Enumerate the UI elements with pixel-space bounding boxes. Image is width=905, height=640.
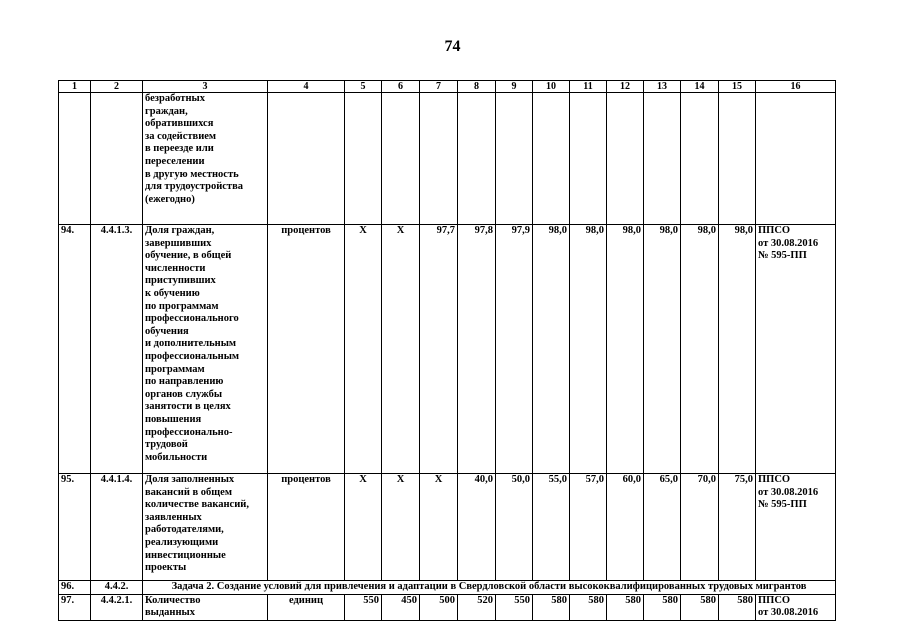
value-cell: [719, 93, 756, 225]
row-number-cell: 97.: [59, 594, 91, 620]
value-cell: 98,0: [533, 225, 570, 474]
source-cell: ППСО от 30.08.2016 № 595-ПП: [756, 474, 836, 581]
value-cell: 57,0: [570, 474, 607, 581]
value-cell: 580: [644, 594, 681, 620]
value-cell: 75,0: [719, 474, 756, 581]
column-header: 9: [496, 81, 533, 93]
value-cell: 580: [607, 594, 644, 620]
value-cell: X: [345, 225, 382, 474]
column-header: 2: [91, 81, 143, 93]
value-cell: 50,0: [496, 474, 533, 581]
column-header: 10: [533, 81, 570, 93]
value-cell: 97,8: [458, 225, 496, 474]
column-header: 6: [382, 81, 420, 93]
column-header: 12: [607, 81, 644, 93]
column-header: 7: [420, 81, 458, 93]
value-cell: 550: [345, 594, 382, 620]
value-cell: 40,0: [458, 474, 496, 581]
source-cell: ППСО от 30.08.2016 № 595-ПП: [756, 225, 836, 474]
value-cell: 97,7: [420, 225, 458, 474]
column-header: 13: [644, 81, 681, 93]
value-cell: 65,0: [644, 474, 681, 581]
source-cell: ППСО от 30.08.2016: [756, 594, 836, 620]
indicator-name-cell: Доля граждан, завершивших обучение, в общей численности приступивших к обучению по программам профессионального обучения и дополнительным профессиональным программам по направлению органов службы занятости в целях повышения профессионально- трудовой мобильности: [143, 225, 268, 474]
value-cell: [570, 93, 607, 225]
unit-cell: [268, 93, 345, 225]
value-cell: X: [382, 225, 420, 474]
column-header: 5: [345, 81, 382, 93]
row-number-cell: 95.: [59, 474, 91, 581]
value-cell: 98,0: [644, 225, 681, 474]
value-cell: 97,9: [496, 225, 533, 474]
page-number: 74: [444, 38, 461, 55]
source-cell: [756, 93, 836, 225]
value-cell: [681, 93, 719, 225]
value-cell: X: [345, 474, 382, 581]
column-header: 1: [59, 81, 91, 93]
column-header: 4: [268, 81, 345, 93]
row-code-cell: [91, 93, 143, 225]
indicator-name-cell: Количество выданных: [143, 594, 268, 620]
value-cell: 450: [382, 594, 420, 620]
table-header-row: [59, 81, 836, 93]
task-heading-cell: Задача 2. Создание условий для привлечения и адаптации в Свердловской области высококвалифицированных трудовых мигрантов: [143, 581, 836, 595]
value-cell: 580: [570, 594, 607, 620]
row-code-cell: 4.4.2.: [91, 581, 143, 595]
row-code-cell: 4.4.1.3.: [91, 225, 143, 474]
column-header: 3: [143, 81, 268, 93]
value-cell: 55,0: [533, 474, 570, 581]
row-code-cell: 4.4.1.4.: [91, 474, 143, 581]
value-cell: 70,0: [681, 474, 719, 581]
column-header: 8: [458, 81, 496, 93]
row-code-cell: 4.4.2.1.: [91, 594, 143, 620]
column-header: 15: [719, 81, 756, 93]
value-cell: X: [382, 474, 420, 581]
unit-cell: единиц: [268, 594, 345, 620]
value-cell: 98,0: [570, 225, 607, 474]
table-row: [59, 225, 836, 474]
table-row: [59, 594, 836, 620]
value-cell: 98,0: [607, 225, 644, 474]
value-cell: 550: [496, 594, 533, 620]
value-cell: 98,0: [681, 225, 719, 474]
unit-cell: процентов: [268, 225, 345, 474]
value-cell: [420, 93, 458, 225]
value-cell: [607, 93, 644, 225]
indicator-name-cell: безработных граждан, обратившихся за содействием в переезде или переселении в другую местность для трудоустройства (ежегодно): [143, 93, 268, 225]
value-cell: 580: [719, 594, 756, 620]
column-header: 16: [756, 81, 836, 93]
value-cell: 580: [533, 594, 570, 620]
value-cell: 60,0: [607, 474, 644, 581]
row-number-cell: 94.: [59, 225, 91, 474]
indicator-name-cell: Доля заполненных вакансий в общем количестве вакансий, заявленных работодателями, реализующими инвестиционные проекты: [143, 474, 268, 581]
column-header: 11: [570, 81, 607, 93]
value-cell: 580: [681, 594, 719, 620]
value-cell: 98,0: [719, 225, 756, 474]
row-number-cell: [59, 93, 91, 225]
indicators-table: [58, 80, 836, 621]
value-cell: [496, 93, 533, 225]
row-number-cell: 96.: [59, 581, 91, 595]
value-cell: [644, 93, 681, 225]
value-cell: [458, 93, 496, 225]
table-row: [59, 93, 836, 225]
value-cell: X: [420, 474, 458, 581]
unit-cell: процентов: [268, 474, 345, 581]
value-cell: 520: [458, 594, 496, 620]
column-header: 14: [681, 81, 719, 93]
value-cell: [533, 93, 570, 225]
value-cell: 500: [420, 594, 458, 620]
table-row: [59, 581, 836, 595]
value-cell: [345, 93, 382, 225]
table-row: [59, 474, 836, 581]
value-cell: [382, 93, 420, 225]
